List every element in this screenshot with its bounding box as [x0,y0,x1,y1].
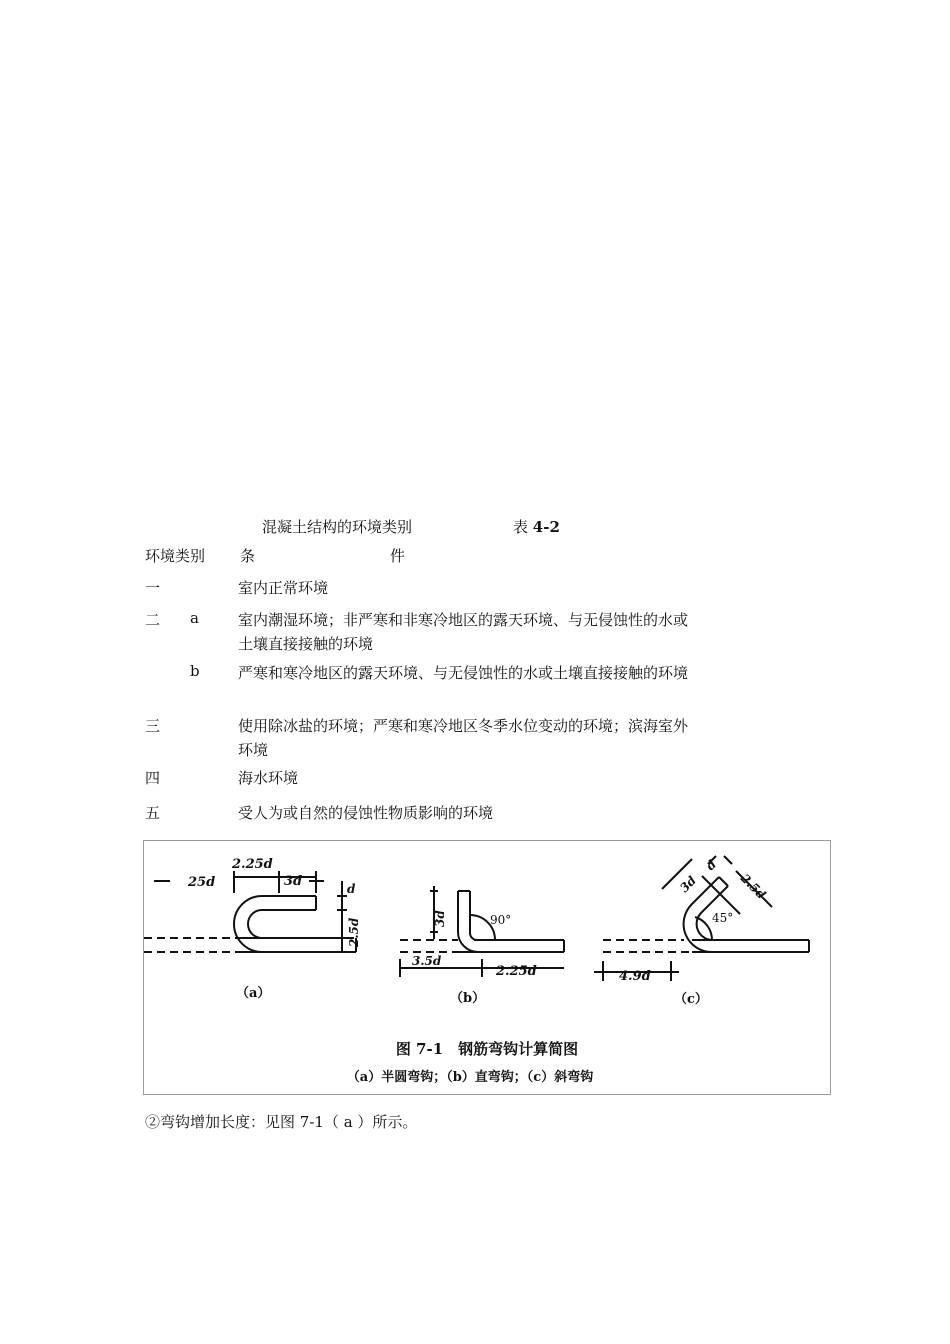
row-6-category: 五 [145,804,161,822]
row-4-line-2: 环境 [238,741,269,759]
table-title: 混凝土结构的环境类别 [262,518,413,536]
figure-title: 图 7-1 钢筋弯钩计算简图 [395,1040,579,1058]
hook-c-dim-3d: 3d [677,873,699,896]
hook-b-angle-90: 90° [490,913,512,927]
row-5-category: 四 [145,769,161,787]
header-condition-b: 件 [390,547,406,565]
hook-a-label: （a） [236,986,271,1001]
row-2-line-1: 室内潮湿环境；非严寒和非寒冷地区的露天环境、与无侵蚀性的水或 [238,611,689,629]
row-2-sub: a [190,609,199,627]
hook-a-diagram [144,871,356,952]
hook-c-dim-2.5d: 2.5d [737,871,769,902]
hook-c-dim-d: d [703,857,720,874]
paragraph-hook-length: ②弯钩增加长度：见图 7-1（ a ）所示。 [145,1113,418,1131]
hook-c-dim-4.9d: 4.9d [619,969,651,984]
row-1-category: 一 [145,579,161,597]
table-number [513,516,560,537]
hook-a-dim-3d: 3d [284,874,303,889]
hook-a-dim-2.25d: 2.25d [232,857,273,872]
row-1-line-1: 室内正常环境 [238,579,329,597]
hook-b-dim-3.5d: 3.5d [412,954,442,968]
hook-b-label: （b） [450,991,486,1006]
hook-a-dim-d: d [347,882,356,896]
hook-a-dim-2.5d: 2.5d [347,917,361,947]
row-3-sub: b [190,662,200,680]
row-3-line-1: 严寒和寒冷地区的露天环境、与无侵蚀性的水或土壤直接接触的环境 [238,664,689,682]
row-5-line-1: 海水环境 [238,769,299,787]
figure-subtitle: （a）半圆弯钩；（b）直弯钩；（c）斜弯钩 [346,1070,594,1085]
hook-c-angle-45: 45° [712,911,734,925]
hook-b-dim-2.25d: 2.25d [496,964,537,979]
hook-diagram-figure [143,840,831,1095]
row-4-category: 三 [145,717,161,735]
hook-b-dim-3d: 3d [433,910,447,927]
row-6-line-1: 受人为或自然的侵蚀性物质影响的环境 [238,804,494,822]
hook-c-label: （c） [674,992,708,1007]
row-4-line-1: 使用除冰盐的环境；严寒和寒冷地区冬季水位变动的环境；滨海室外 [238,717,689,735]
header-category: 环境类别 [145,547,206,565]
table-number-prefix: 表 [513,518,533,536]
row-2-line-2: 土壤直接接触的环境 [238,635,374,653]
hook-c-diagram [594,856,809,981]
hook-a-dim-25d: 25d [188,875,216,890]
table-number-value: 4-2 [532,518,560,536]
row-2-category: 二 [145,611,161,629]
header-condition-a: 条 [240,547,256,565]
